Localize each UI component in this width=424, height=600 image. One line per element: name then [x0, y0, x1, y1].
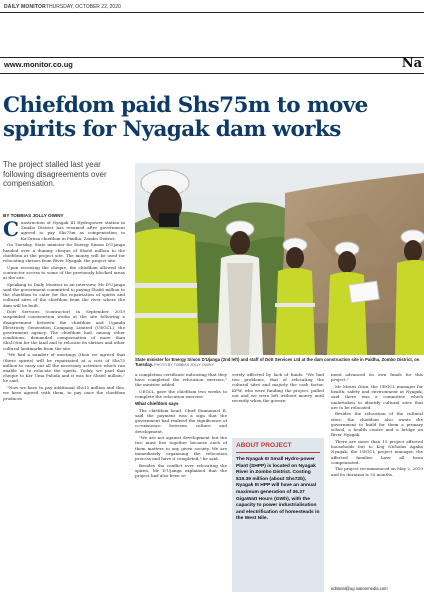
paragraph: "We had a number of meetings (then we agreed that (these spirits) will be repatriated at a cost of Shs75 million to carry out all the necessary activities which can enable us to relocate the spirits. Today, we paid that cheque to Ker Uma Paluda and it was for Shs66 million," he said. — [3, 352, 125, 384]
paragraph: UEGCL gave the chiefdom two weeks to complete the relocation exercise. — [135, 389, 227, 400]
subhead: What chiefdom says — [135, 401, 179, 407]
site-rule-bottom — [0, 73, 424, 74]
article-column-3 — [232, 372, 324, 434]
paragraph: "We are not against development but the two must live together because each of them matters to any given society. We are immediately organising the relocation process and have it completed," he said. — [135, 435, 227, 462]
about-project-rule — [236, 452, 320, 453]
paragraph: The chiefdom head, Chief Emmanuel R, said the payment was a sign that the government had realised the significance of co-existence between culture and development. — [135, 407, 227, 434]
photo-caption — [135, 357, 424, 368]
paragraph: Dott Services (contractor) in September 2019 suspended construction works at the site following a disagreement between the chiefdom and Uganda Electricity Generation Company Limited (UEGCL), the government agency. The chiefdom had, among other conditions, demanded compensation of more than Shs100m for the land and to relocate its shrines and other cultural landmarks from the site. — [3, 309, 125, 351]
paragraph: ment advanced its own funds for this project." — [331, 372, 423, 383]
article-photo — [135, 163, 424, 355]
paragraph: The project recommenced on May 2, 2019 and its duration is 33 months. — [331, 466, 423, 477]
paragraph: Upon receiving the cheque, the chiefdom allowed the contractor access to some of the previously blocked areas at the site. — [3, 264, 125, 281]
section-label: Na — [401, 56, 422, 71]
paragraph: Besides the relocation of the cultural sites, the chiefdom also wants the government to build for them a primary school, a health centre and a bridge on River Nyagak. — [331, 411, 423, 438]
paragraph: There are more than 15 project affected households but to Kog Nicholas Agaba Nyagak, the UEGCL project manager, the affected families have all been compensated. — [331, 438, 423, 465]
paragraph: Besides the conflict over relocating the spirits, Mr D'Ujanga explained that the project had also been se- — [135, 462, 227, 479]
drop-cap: C — [3, 220, 19, 241]
caption-text: State minister for Energy Simon D'Ujanga (2nd left) and staff of Dott Services Ltd at the dam construction site in Paidha, Zombo District, on Tuesday. — [135, 357, 420, 368]
site-bar — [0, 58, 424, 72]
article-column-2 — [135, 372, 227, 596]
headline: Chiefdom paid Shs75m to move spirits for Nyagak dam works — [3, 93, 368, 142]
top-rule — [0, 12, 424, 13]
dateline: THURSDAY, OCTOBER 22, 2020 — [46, 4, 121, 10]
paragraph: a completion certificate indicating that they have completed the relocation exercise," the minister added. — [135, 372, 227, 388]
paragraph: "Now we have to pay additional Shs15 million and this, we have agreed with them, to pay once the chiefdom produces — [3, 385, 125, 401]
paragraph: Mr Moses Otim, the UEGCL manager for health, safety and environment at Nyagak, said there was a committee which undertaken to identify cultural sites that are to be relocated. — [331, 383, 423, 410]
editorial-email[interactable]: editorial@ug.nationmedia.com — [331, 586, 388, 591]
about-project-box — [232, 438, 324, 592]
article-column-4 — [331, 372, 423, 584]
photo-credit: PHOTO BY TOBBIAS JOLLY OWINY — [154, 363, 214, 368]
about-project-body: The Nyagak III Small Hydro-power Plant (SHPP) is located on Nyagak River in Zombo District. Costing $19.39 million (about Shs72b), Nyagak III HPP will have an annual maximum generation of 36.27 GigaWatt Hours (GWh), with the capacity to power industrialisation and electrification of homesteads in the West Nile. — [236, 457, 320, 522]
paragraph: Speaking to Daily Monitor in an interview, Mr D'Ujanga said the government committed to paying Shs66 million to the chiefdom to cater for the repatriation of spirits and cultural sites of the chiefdom from the river where the dam will be built. — [3, 281, 125, 308]
publication-name: DAILY MONITOR — [4, 4, 46, 10]
byline: BY TOBBIAS JOLLY OWINY — [3, 213, 64, 218]
standfirst: The project stalled last year following disagreements over compensation. — [3, 160, 107, 188]
top-line — [0, 2, 424, 12]
site-url: www.monitor.co.ug — [4, 60, 73, 69]
article-column-1 — [3, 220, 125, 592]
about-project-title: ABOUT PROJECT — [236, 442, 292, 449]
paragraph: verely affected by lack of funds. "We had two problems, that of relocating the cultural sites and majorly the cash factor. KFW, who were funding the project, pulled out and we were left without money until recently when the govern- — [232, 372, 324, 404]
paragraph: onstruction of Nyagak III Hydropower station in Zombo District has resumed after government agreed to pay Shs75m as compensation to Ka'Ornsa chiefdom in Paidha, Zombo District. — [20, 220, 125, 241]
paragraph: On Tuesday, State minister for Energy Simon D'Ujanga handed over a dummy cheque of Shs66 million to the chiefdom at the project site. The money will be used for relocating shrines from River Nyagak, the project site. — [3, 242, 125, 263]
